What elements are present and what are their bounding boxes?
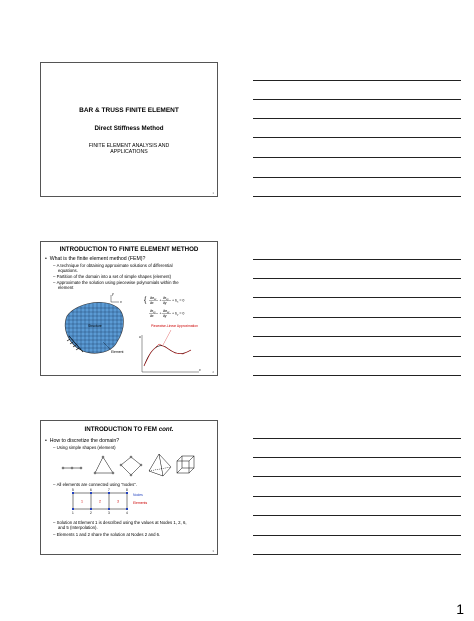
slide2-sub1a: A technique for obtaining approximate solutions of differential [56,263,173,268]
slide1-course [41,143,217,155]
node-label-7: 7 [108,488,110,492]
note-line [253,137,461,138]
plot-u-label: u [139,335,141,339]
slide3-sub4: – Elements 1 and 2 share the solution at Nodes 2 and 6. [53,532,161,537]
piecewise-pointer [163,330,171,345]
eq2-den1: ∂x [150,314,154,318]
equation-2 [149,309,184,318]
node-label-8: 8 [126,488,128,492]
note-line [253,259,461,260]
slide2-sub3: – Approximate the solution using piecewise polynomials within the element [53,280,179,290]
eq2-num1: $\partial\tau_{xy}$ [150,309,156,314]
slide1-subtitle: Direct Stiffness Method [94,125,164,132]
eq1-den1: ∂x [150,301,154,305]
hexahedron-element-shape [177,456,194,473]
slide3-sub1-text: Using simple shapes (element) [56,445,116,450]
top-node-labels [72,488,128,492]
element-label-2: 2 [99,499,101,504]
piecewise-linear-line [144,344,191,366]
axis-y-label: y [112,292,114,296]
slide2-sub2-text: Partition of the domain into a set of simple shapes (element) [56,274,171,279]
note-line [253,535,461,536]
slide2-bullet1: • What is the finite element method (FEM)? [45,256,146,262]
slide3-sub3b: and 5 (Interpolation). [58,525,98,530]
note-line [253,177,461,178]
slide3-number: 3 [212,549,214,553]
eq1-rest: + $b_x= 0$ [172,298,185,304]
note-line [253,476,461,477]
slide3-title-main: INTRODUCTION TO FEM [84,426,157,433]
node-label-3: 3 [108,511,110,515]
slide-2 [40,241,218,376]
slide2-sub2: – Partition of the domain into a set of simple shapes (element) [53,274,171,279]
eq1-plus: + [159,298,162,303]
slide2-sub3a: Approximate the solution using piecewise polynomials within the [56,280,179,285]
structure-label: Structure [88,324,102,328]
note-line [253,496,461,497]
eq2-num2: $\partial\sigma_{yy}$ [163,309,170,314]
note-line [253,118,461,119]
eq2-plus: + [159,311,162,316]
slide2-number: 2 [212,370,214,374]
slide3-title [41,426,217,433]
note-line [253,317,461,318]
bar-element-shape [62,467,82,469]
eq2-den2: ∂y [163,314,167,318]
eq1-num1: $\partial\sigma_{xx}$ [150,296,157,301]
node-label-5: 5 [72,488,74,492]
note-line [253,99,461,100]
note-line [253,297,461,298]
slide-3 [40,420,218,555]
slide1-number: 1 [212,191,214,195]
note-line [253,157,461,158]
slide3-title-em: cont. [158,426,174,433]
slide2-title: INTRODUCTION TO FINITE ELEMENT METHOD [59,246,199,253]
note-line [253,336,461,337]
slide3-sub3: – Solution at Element 1 is described using the values at Nodes 1, 2, 6, and 5 (Interpolation). [53,520,187,530]
slide2-sub3b: element [58,285,74,290]
eq1-den2: ∂y [163,301,167,305]
element-label-3: 3 [117,499,119,504]
node-label-4: 4 [126,511,128,515]
fem-domain-figure [41,290,219,380]
element-label: Element [111,350,124,354]
triangle-element-shape [94,456,114,474]
page-number: 1 [456,601,464,617]
slide3-sub2: – All elements are connected using “nodes”. [53,482,137,487]
tetrahedron-element-shape [149,454,171,476]
legend-elements: Elements [133,501,148,505]
legend-nodes: Nodes [133,493,143,497]
eq1-num2: $\partial\tau_{xy}$ [163,296,169,301]
slide3-sub4-text: Elements 1 and 2 share the solution at Nodes 2 and 6. [56,532,161,537]
plot-x-label: x [199,368,201,372]
node-label-1: 1 [72,511,74,515]
element-number-labels [81,500,119,504]
slide1-course-line1: FINITE ELEMENT ANALYSIS AND [88,143,170,149]
note-line [253,457,461,458]
exact-curve [144,346,191,366]
note-line [253,278,461,279]
bottom-node-labels [72,511,128,515]
element-shapes-figure [41,451,219,481]
eq2-rest: + $b_y= 0$ [172,311,185,317]
quad-element-shape [120,456,142,476]
slide3-sub2-text: All elements are connected using “nodes”. [56,482,137,487]
node-label-2: 2 [90,511,92,515]
equation-1 [149,296,184,305]
slide2-sub1: – A technique for obtaining approximate solutions of differential equations. [53,263,173,273]
slide-1 [40,62,218,197]
note-line [253,438,461,439]
slide3-bullet1-text: How to discretize the domain? [49,438,120,444]
slide3-bullet1: • How to discretize the domain? [45,438,120,444]
slide3-sub1: – Using simple shapes (element) [53,445,116,450]
element-label-1: 1 [81,499,83,504]
note-line [253,554,461,555]
axis-x-label: x [120,300,122,304]
slide1-course-line2: APPLICATIONS [110,149,148,155]
slide2-sub1b: equations. [58,268,78,273]
note-line [253,196,461,197]
piecewise-label: Piecewise-Linear Approximation [151,324,198,328]
mesh-nodes-figure [41,487,219,517]
note-line [253,356,461,357]
note-line [253,375,461,376]
eq-brace: { [144,297,147,304]
slide2-bullet1-text: What is the finite element method (FEM)? [49,256,146,262]
slide1-title: BAR & TRUSS FINITE ELEMENT [79,107,179,114]
node-label-6: 6 [90,488,92,492]
note-line [253,515,461,516]
slide3-sub3a: Solution at Element 1 is described using the values at Nodes 1, 2, 6, [56,520,187,525]
note-line [253,80,461,81]
